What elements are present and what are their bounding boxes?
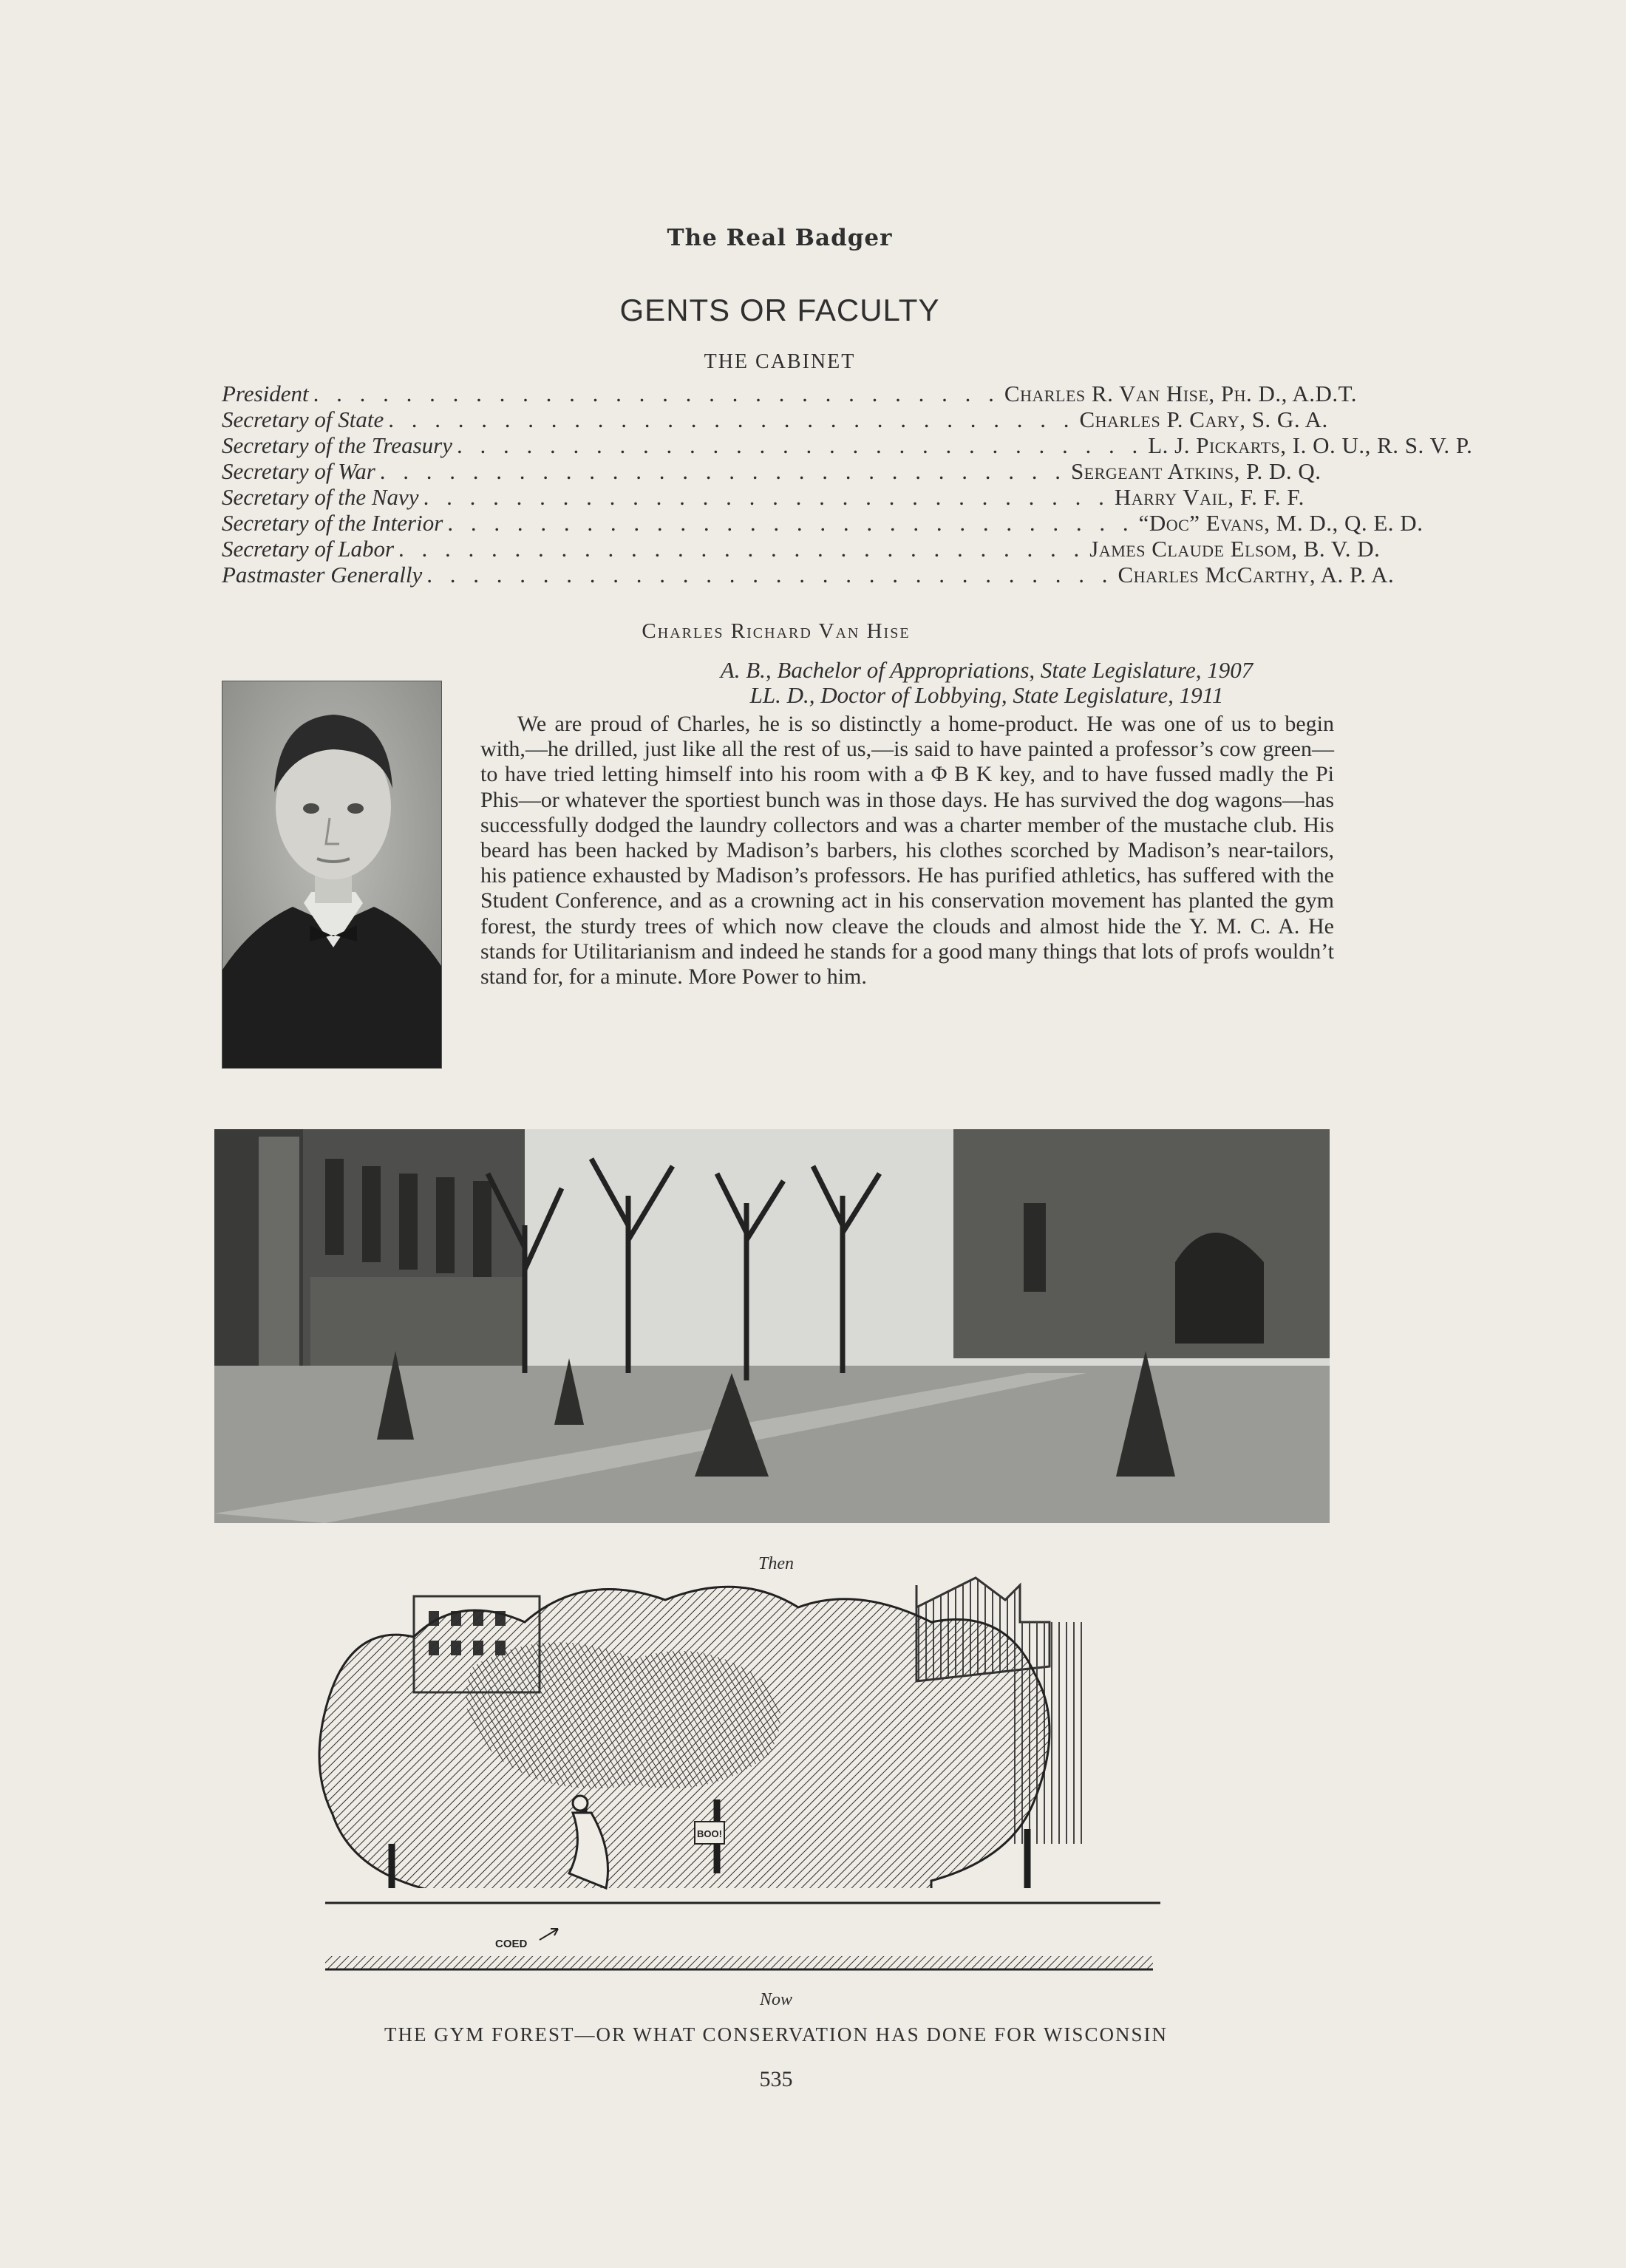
cabinet-holder: Sergeant Atkins, P. D. Q. — [1071, 458, 1321, 484]
page-title: GENTS OR FACULTY — [619, 293, 940, 327]
bio-paragraph — [480, 712, 1334, 990]
cabinet-holder: James Claude Elsom, B. V. D. — [1089, 536, 1381, 562]
leader-dots: . . . . . . . . . . . . . . . . . . . . . . . . . . . . . . — [388, 406, 1075, 432]
page-number: 535 — [759, 2067, 793, 2091]
leader-dots: . . . . . . . . . . . . . . . . . . . . . . . . . . . . . . — [313, 381, 1000, 406]
section-subtitle: THE CABINET — [704, 350, 856, 373]
leader-dots: . . . . . . . . . . . . . . . . . . . . . . . . . . . . . . — [423, 484, 1110, 510]
then-photo — [214, 1129, 1330, 1523]
cabinet-row — [222, 458, 1345, 484]
leader-dots: . . . . . . . . . . . . . . . . . . . . . . . . . . . . . . — [456, 432, 1144, 458]
cabinet-row — [222, 381, 1358, 406]
cabinet-office: Secretary of the Navy — [222, 484, 419, 510]
cabinet-holder: “Doc” Evans, M. D., Q. E. D. — [1138, 510, 1423, 536]
bio-degree: A. B., Bachelor of Appropriations, State Legislature, 1907 — [720, 657, 1253, 683]
leader-dots: . . . . . . . . . . . . . . . . . . . . . . . . . . . . . . — [426, 562, 1114, 588]
cabinet-holder: L. J. Pickarts, I. O. U., R. S. V. P. — [1148, 432, 1473, 458]
bio-degree: LL. D., Doctor of Lobbying, State Legislature, 1911 — [749, 682, 1224, 708]
then-caption: Then — [758, 1554, 794, 1573]
cabinet-holder: Charles McCarthy, A. P. A. — [1118, 562, 1395, 588]
cabinet-office: Secretary of Labor — [222, 536, 395, 562]
leader-dots: . . . . . . . . . . . . . . . . . . . . . . . . . . . . . . — [379, 458, 1067, 484]
cabinet-row — [222, 536, 1381, 562]
cabinet-office: President — [222, 381, 309, 406]
cabinet-row — [222, 406, 1345, 432]
bio-name: Charles Richard Van Hise — [642, 619, 911, 643]
cabinet-office: Secretary of the Interior — [222, 510, 443, 536]
cabinet-office: Secretary of War — [222, 458, 375, 484]
bio-text: We are proud of Charles, he is so distinctly a home-product. He was one of us to begin with,—he drilled, just like all the rest of us,—is said to have painted a professor’s cow green—to have tried letting himself into his room with a Φ Β Κ key, and to have fussed madly the Pi Phis—or whatever the sportiest bunch was in those days. He has survived the dog wagons—has successfully dodged the laundry collectors and was a charter member of the mustache club. His beard has been hacked by Madison’s barbers, his clothes scorched by Madison’s near-tailors, his patience exhausted by Madison’s professors. He has purified athletics, has suffered with the Student Conference, and as a crowning act in his conservation movement has planted the gym forest, the sturdy trees of which now cleave the clouds and almost hide the Y. M. C. A. He stands for Utilitarianism and indeed he stands for a good many things that lots of profs wouldn’t stand for, for a minute. More Power to him. — [480, 712, 1334, 990]
cabinet-holder: Charles P. Cary, S. G. A. — [1079, 406, 1328, 432]
cabinet-holder: Charles R. Van Hise, Ph. D., A.D.T. — [1004, 381, 1358, 406]
now-caption: Now — [759, 1990, 792, 2009]
cabinet-row — [222, 510, 1423, 536]
leader-dots: . . . . . . . . . . . . . . . . . . . . . . . . . . . . . . — [398, 536, 1086, 562]
running-head: The Real Badger — [667, 225, 893, 251]
coed-label: COED — [495, 1938, 528, 1950]
now-drawing — [325, 1578, 1212, 1984]
cabinet-office: Secretary of the Treasury — [222, 432, 452, 458]
leader-dots: . . . . . . . . . . . . . . . . . . . . . . . . . . . . . . — [447, 510, 1135, 536]
cabinet-office: Secretary of State — [222, 406, 384, 432]
cabinet-list — [222, 381, 1473, 588]
cabinet-row — [222, 562, 1395, 588]
cabinet-row — [222, 432, 1473, 458]
cabinet-row — [222, 484, 1345, 510]
cabinet-office: Pastmaster Generally — [222, 562, 423, 588]
figure-caption: THE GYM FOREST—OR WHAT CONSERVATION HAS DONE FOR WISCONSIN — [384, 2023, 1168, 2046]
cabinet-holder: Harry Vail, F. F. F. — [1114, 484, 1304, 510]
portrait-photo — [222, 681, 442, 1069]
boo-label: BOO! — [697, 1828, 722, 1839]
